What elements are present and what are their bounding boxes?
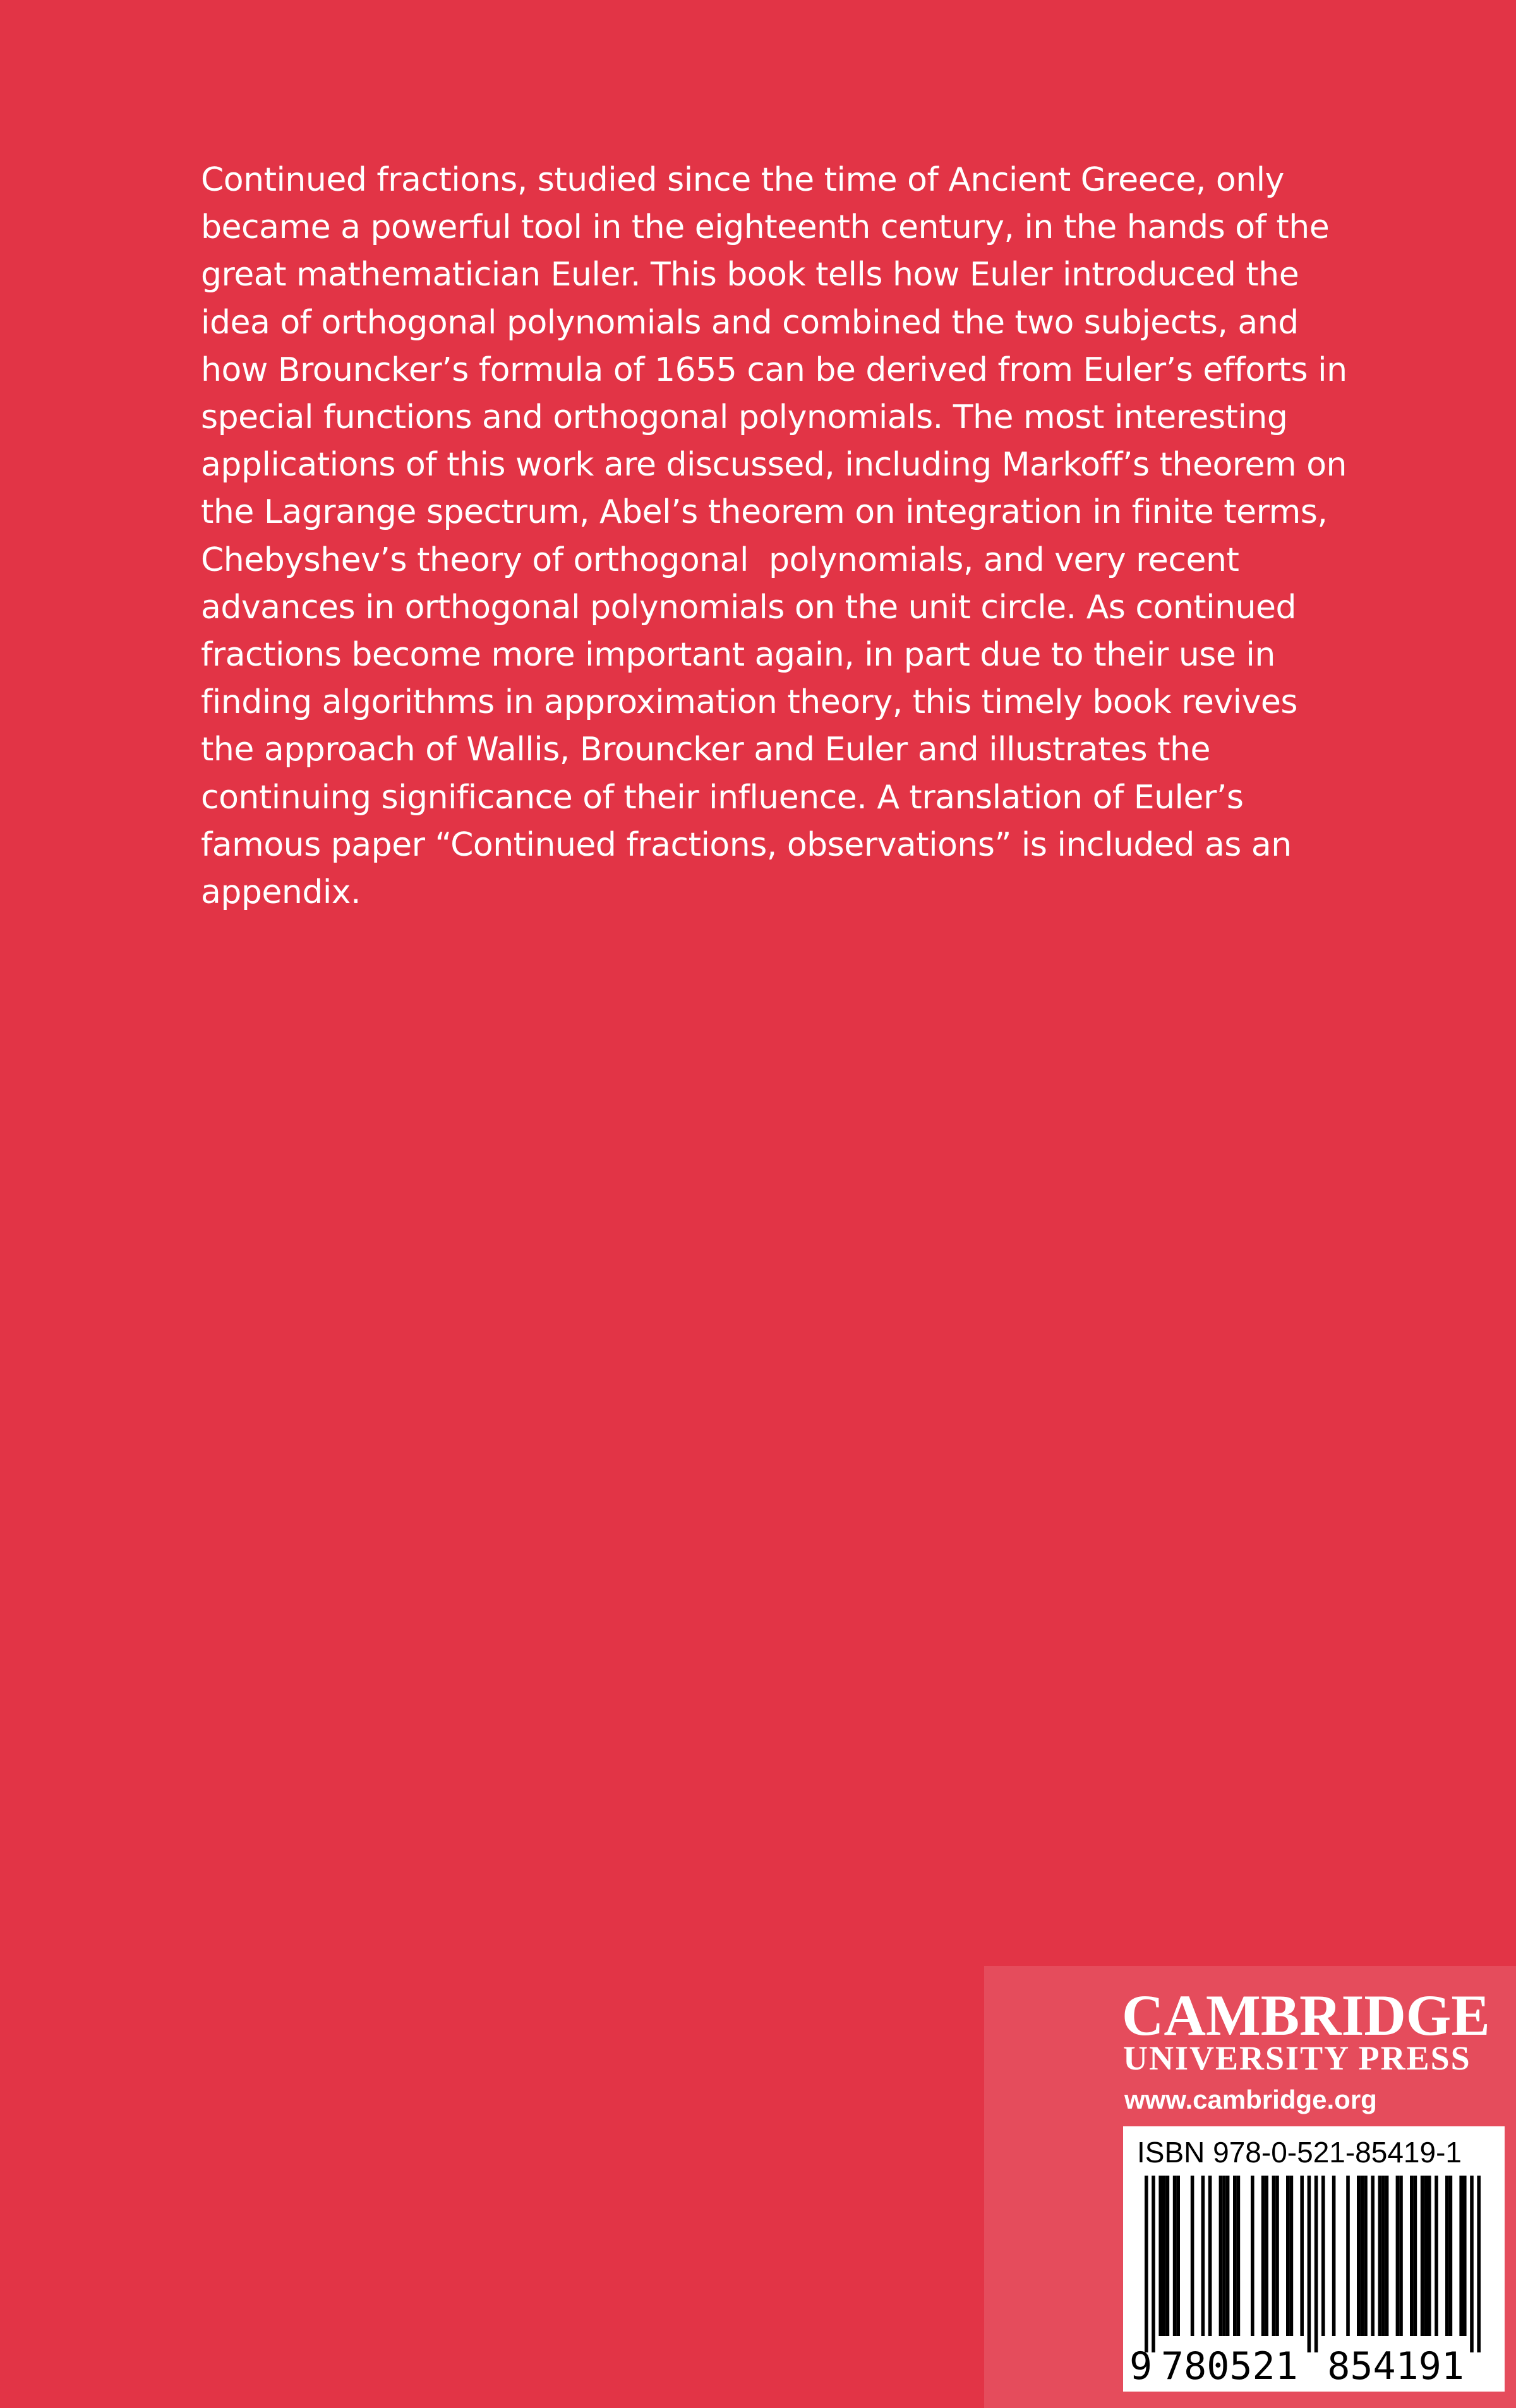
barcode-bar xyxy=(1459,2176,1463,2336)
barcode-bar xyxy=(1162,2176,1166,2336)
barcode-bar xyxy=(1470,2176,1474,2352)
barcode-left-digits: 780521 xyxy=(1161,2344,1298,2388)
barcode-bar xyxy=(1332,2176,1336,2336)
barcode-bar xyxy=(1208,2176,1212,2336)
barcode-right-digits: 854191 xyxy=(1327,2344,1464,2388)
barcode-bar xyxy=(1445,2176,1449,2336)
barcode-bar xyxy=(1201,2176,1205,2336)
blurb-line: how Brouncker’s formula of 1655 can be derived from Euler’s efforts in xyxy=(201,350,1347,389)
publisher-url: www.cambridge.org xyxy=(1124,2085,1377,2114)
barcode-bar xyxy=(1314,2176,1318,2352)
blurb-line: Continued fractions, studied since the time of Ancient Greece, only xyxy=(201,161,1284,199)
blurb-line: advances in orthogonal polynomials on the unit circle. As continued xyxy=(201,588,1297,626)
barcode-lead-digit: 9 xyxy=(1129,2344,1153,2388)
publisher-subtitle: UNIVERSITY PRESS xyxy=(1123,2039,1471,2077)
barcode-bar xyxy=(1272,2176,1276,2336)
barcode-bar xyxy=(1166,2176,1170,2336)
barcode-bar xyxy=(1477,2176,1481,2352)
barcode-bar xyxy=(1410,2176,1414,2336)
barcode-bar xyxy=(1346,2176,1350,2336)
barcode-bar xyxy=(1275,2176,1279,2336)
barcode-bar xyxy=(1308,2176,1311,2352)
barcode-bar xyxy=(1265,2176,1268,2336)
barcode-bar xyxy=(1364,2176,1368,2336)
blurb-line: the Lagrange spectrum, Abel’s theorem on integration in finite terms, xyxy=(201,493,1328,532)
barcode-bar xyxy=(1414,2176,1417,2336)
barcode-bar xyxy=(1378,2176,1382,2336)
barcode-bar xyxy=(1145,2176,1148,2352)
blurb-line: the approach of Wallis, Brouncker and Euler and illustrates the xyxy=(201,731,1210,769)
barcode-bar xyxy=(1251,2176,1254,2336)
barcode-bar xyxy=(1421,2176,1424,2336)
barcode-bar xyxy=(1371,2176,1375,2336)
blurb-line: great mathematician Euler. This book tells how Euler introduced the xyxy=(201,256,1299,294)
barcode-bar xyxy=(1219,2176,1223,2336)
barcode-bar xyxy=(1226,2176,1230,2336)
barcode-bar xyxy=(1152,2176,1155,2352)
barcode-bar xyxy=(1399,2176,1403,2336)
barcode-bar xyxy=(1290,2176,1294,2336)
barcode-bar xyxy=(1424,2176,1428,2336)
barcode-bar xyxy=(1222,2176,1226,2336)
barcode-bar xyxy=(1158,2176,1162,2336)
isbn-label: ISBN 978-0-521-85419-1 xyxy=(1137,2136,1462,2169)
barcode-bar xyxy=(1428,2176,1431,2336)
blurb-line: fractions become more important again, in part due to their use in xyxy=(201,636,1275,674)
barcode-bar xyxy=(1449,2176,1453,2336)
publisher-panel xyxy=(984,1966,1516,2408)
barcode-bar xyxy=(1321,2176,1325,2336)
blurb-line: Chebyshev’s theory of orthogonal polynomials, and very recent xyxy=(201,541,1239,579)
barcode-bar xyxy=(1173,2176,1177,2336)
blurb-text xyxy=(201,157,1347,916)
blurb-line: finding algorithms in approximation theory, this timely book revives xyxy=(201,683,1297,722)
publisher-name: CAMBRIDGE xyxy=(1122,1983,1490,2047)
barcode-bar xyxy=(1463,2176,1467,2336)
barcode-bar xyxy=(1435,2176,1438,2336)
blurb-line: appendix. xyxy=(201,873,361,912)
barcode-bar xyxy=(1385,2176,1389,2336)
barcode-bar xyxy=(1396,2176,1400,2336)
barcode-bar xyxy=(1286,2176,1290,2336)
barcode-bar xyxy=(1300,2176,1304,2336)
blurb-line: continuing significance of their influence. A translation of Euler’s xyxy=(201,778,1244,817)
barcode-bar xyxy=(1233,2176,1237,2336)
blurb-line: became a powerful tool in the eighteenth century, in the hands of the xyxy=(201,208,1330,247)
blurb-line: famous paper “Continued fractions, observations” is included as an xyxy=(201,825,1292,864)
barcode-box xyxy=(1123,2126,1505,2392)
barcode-bar xyxy=(1237,2176,1241,2336)
blurb-line: special functions and orthogonal polynomials. The most interesting xyxy=(201,398,1288,437)
barcode-bar xyxy=(1261,2176,1265,2336)
barcode-bar xyxy=(1191,2176,1194,2336)
barcode-bar xyxy=(1361,2176,1364,2336)
barcode-bar xyxy=(1176,2176,1180,2336)
barcode-bar xyxy=(1381,2176,1385,2336)
blurb-line: applications of this work are discussed, including Markoff’s theorem on xyxy=(201,446,1347,484)
barcode-bar xyxy=(1357,2176,1361,2336)
blurb-line: idea of orthogonal polynomials and combined the two subjects, and xyxy=(201,303,1299,342)
